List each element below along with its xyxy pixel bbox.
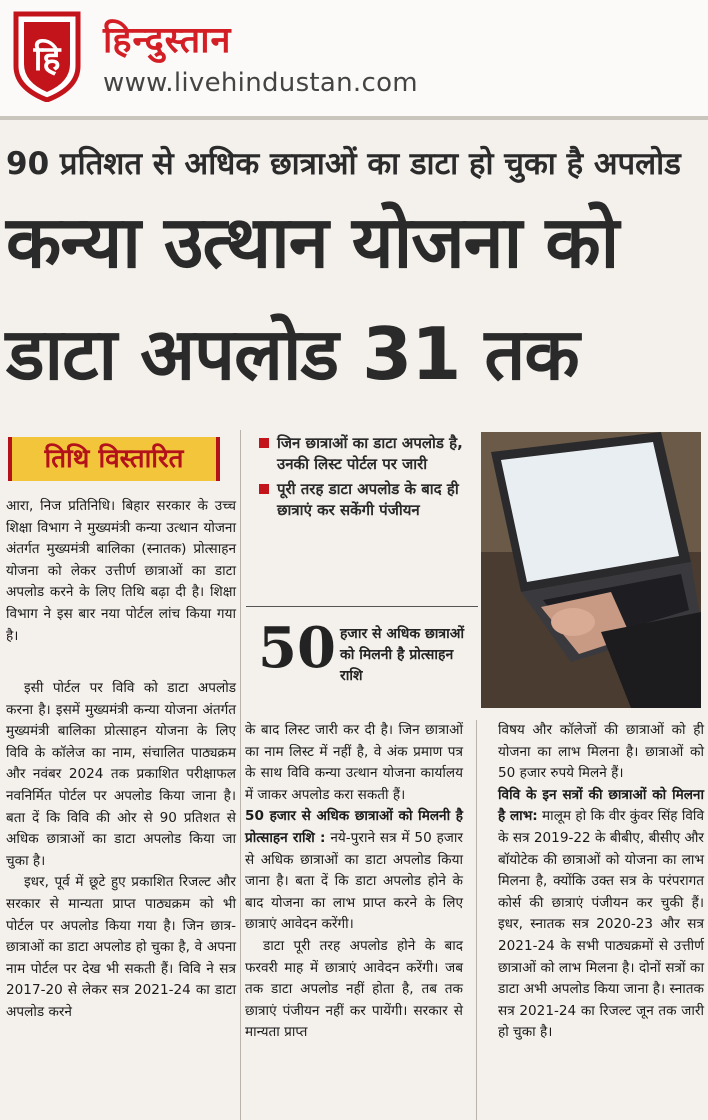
brand-name: हिन्दुस्तान <box>103 20 232 61</box>
article-paragraph: विषय और कॉलेजों की छात्राओं को ही योजना का लाभ मिलना है। छात्राओं को 50 हजार रुपये मिलने हैं। <box>498 722 704 782</box>
hindustan-logo <box>12 8 82 102</box>
headline-line-1: कन्या उत्थान योजना को <box>6 200 619 284</box>
column-divider <box>240 430 241 1120</box>
bullet-item <box>257 479 472 521</box>
subheading: विवि के इन सत्रों की छात्राओं को मिलना है लाभ: <box>498 786 704 825</box>
section-tag: तिथि विस्तारित <box>8 437 220 481</box>
bullet-text: जिन छात्राओं का डाटा अपलोड है, उनकी लिस्ट पोर्टल पर जारी <box>277 434 463 473</box>
article-column-2 <box>245 720 463 1044</box>
article-column-1-top <box>6 496 236 647</box>
article-paragraph: आरा, निज प्रतिनिधि। बिहार सरकार के उच्च शिक्षा विभाग ने मुख्यमंत्री कन्या उत्थान योजना अंतर्गत मुख्यमंत्री बालिका (स्नातक) प्रोत्साहन योजना को लेकर उत्तीर्ण छात्राओं का डाटा अपलोड करने के लिए तिथि बढ़ा दी है। शिक्षा विभाग ने इस बार नया पोर्टल लांच किया गया है। <box>6 498 236 644</box>
highlight-bullets <box>257 433 472 525</box>
bullet-text: पूरी तरह डाटा अपलोड के बाद ही छात्राएं कर सकेंगी पंजीयन <box>277 480 459 519</box>
kicker-headline: 90 प्रतिशत से अधिक छात्राओं का डाटा हो चुका है अपलोड <box>6 146 681 182</box>
fact-text: हजार से अधिक छात्राओं को मिलनी है प्रोत्साहन राशि <box>340 626 465 684</box>
fact-number: 50 <box>258 615 336 681</box>
laptop-photo <box>481 432 701 708</box>
site-url: www.livehindustan.com <box>103 68 418 98</box>
masthead-rule <box>0 116 708 120</box>
article-paragraph: के बाद लिस्ट जारी कर दी है। जिन छात्राओं का नाम लिस्ट में नहीं है, वे अंक प्रमाण पत्र के साथ विवि कन्या उत्थान योजना कार्यालय में जाकर अपलोड करा सकती हैं। <box>245 722 463 803</box>
article-column-3 <box>498 720 704 1044</box>
bullet-square-icon <box>259 484 269 494</box>
svg-text:हि: हि <box>33 39 61 79</box>
article-paragraph: डाटा पूरी तरह अपलोड होने के बाद फरवरी माह में छात्राएं आवेदन करेंगी। जब तक डाटा अपलोड नहीं होता है, तब तक छात्राएं पंजीयन नहीं कर पायेंगी। सरकार से मान्यता प्राप्त <box>245 937 463 1041</box>
article-paragraph <box>245 806 463 936</box>
article-paragraph: इधर, पूर्व में छूटे हुए प्रकाशित रिजल्ट और सरकार से मान्यता प्राप्त पाठ्यक्रम को भी पोर्टल पर अपलोड किया गया है। जिन छात्र-छात्राओं का डाटा अपलोड हो चुका है, वे अपना नाम पोर्टल पर देख भी सकती हैं। विवि ने सत्र 2017-20 से लेकर सत्र 2021-24 का डाटा अपलोड करने <box>6 874 236 1020</box>
bullet-square-icon <box>259 438 269 448</box>
bullet-item <box>257 433 472 475</box>
article-paragraph <box>498 785 704 1044</box>
column-divider <box>476 720 477 1120</box>
article-column-1 <box>6 678 236 1024</box>
article-paragraph: इसी पोर्टल पर विवि को डाटा अपलोड करना है। इसमें मुख्यमंत्री कन्या योजना अंतर्गत मुख्यमंत्री बालिका प्रोत्साहन योजना के लिए विवि के कॉलेज का नाम, संचालित पाठ्यक्रम और नवंबर 2024 तक प्रकाशित परीक्षाफल नवनिर्मित पोर्टल पर अपलोड किया जाना है। बता दें कि विवि की ओर से 90 प्रतिशत से अधिक छात्राओं का डाटा अपलोड किया जा चुका है। <box>6 680 236 869</box>
subheading-body: मालूम हो कि वीर कुंवर सिंह विवि के सत्र 2019-22 के बीबीए, बीसीए और बॉयोटेक की छात्राओं को योजना का लाभ मिलना है, क्योंकि उक्त सत्र के परंपरागत कोर्स की छात्राएं पंजीयन कर चुकी हैं। इधर, स्नातक सत्र 2020-23 और सत्र 2021-24 के सभी पाठ्यक्रमों से उत्तीर्ण छात्राओं को लाभ मिलना है। दोनों सत्रों का डाटा अभी अपलोड किया जाना है। स्नातक सत्र 2021-24 का रिजल्ट जून तक जारी हो चुका है। <box>498 808 705 1041</box>
subheading: 50 हजार से अधिक छात्राओं को मिलनी है प्रोत्साहन राशि : <box>245 808 463 846</box>
subheading-body: नये-पुराने सत्र में 50 हजार से अधिक छात्राओं का डाटा अपलोड किया जाना है। बता दें कि डाटा अपलोड होने के बाद योजना का लाभ प्राप्त करने के लिए छात्राएं आवेदन करेंगी। <box>245 829 463 933</box>
headline-line-2: डाटा अपलोड 31 तक <box>6 312 579 396</box>
